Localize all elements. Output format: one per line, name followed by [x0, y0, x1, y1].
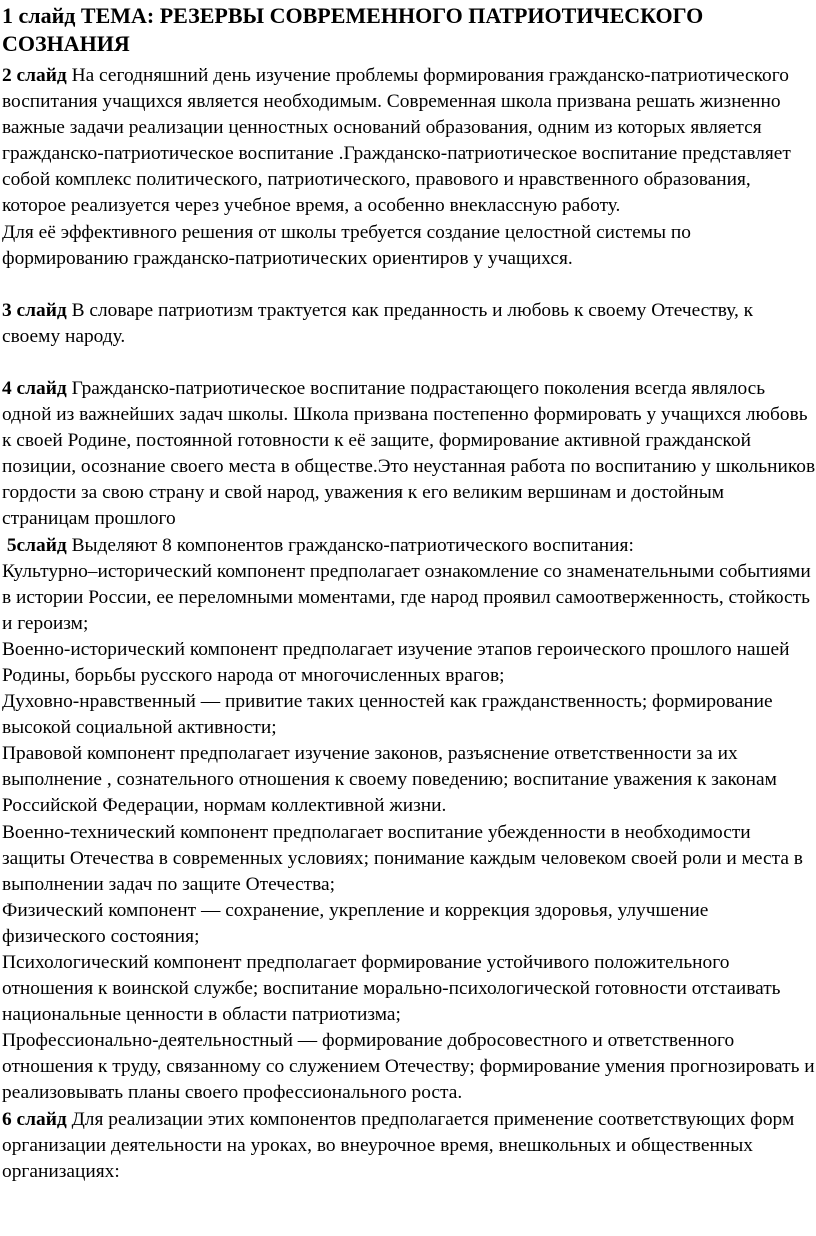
slide-5-text: Выделяют 8 компонентов гражданско-патриотического воспитания: — [71, 534, 634, 556]
title-text: ТЕМА: РЕЗЕРВЫ СОВРЕМЕННОГО ПАТРИОТИЧЕСКОГО СОЗНАНИЯ — [2, 3, 704, 56]
component-legal: Правовой компонент предполагает изучение законов, разъяснение ответственности за их выполнение , сознательного отношения к своему поведению; воспитание уважения к законам Российской Федерации, нормам коллективной жизни. — [2, 743, 777, 817]
slide-3-paragraph — [2, 298, 816, 350]
component-psychological: Психологический компонент предполагает формирование устойчивого положительного отношения к воинской службе; воспитание морально-психологической готовности отстаивать национальные ценности в области патриотизма; — [2, 952, 781, 1026]
component-military-historical: Военно-исторический компонент предполагает изучение этапов героического прошлого нашей Родины, борьбы русского народа от многочисленных врагов; — [2, 638, 790, 686]
spacer — [2, 272, 816, 298]
slide-2-label: 2 слайд — [2, 65, 67, 86]
component-military-technical: Военно-технический компонент предполагает воспитание убежденности в необходимости защиты Отечества в современных условиях; понимание каждым человеком своей роли и места в выполнении задач по защите Отечества; — [2, 821, 803, 895]
slide-2-text: На сегодняшний день изучение проблемы формирования гражданско-патриотического воспитания учащихся является необходимым. Современная школа призвана решать жизненно важные задачи реализации ценностных оснований образования, одним из которых является гражданско-патриотическое воспитание .Гражданско-патриотическое воспитание представляет собой комплекс политического, патриотического, правового и нравственного образования, которое реализуется через учебное время, а особенно внеклассную работу. — [2, 65, 791, 217]
slide-3-text: В словаре патриотизм трактуется как преданность и любовь к своему Отечеству, к своему народу. — [2, 299, 754, 347]
component-physical: Физический компонент — сохранение, укрепление и коррекция здоровья, улучшение физического состояния; — [2, 899, 709, 947]
title-slide-label: 1 слайд — [2, 3, 76, 28]
component-professional: Профессионально-деятельностный — формирование добросовестного и ответственного отношения к труду, связанному со служением Отечеству; формирование умения прогнозировать и реализовывать планы своего профессионального роста. — [2, 1030, 815, 1104]
slide-6-text: Для реализации этих компонентов предполагается применение соответствующих форм организации деятельности на уроках, во внеурочное время, внешкольных и общественных организациях: — [2, 1108, 795, 1182]
slide-2-paragraph-2: Для её эффективного решения от школы требуется создание целостной системы по формированию гражданско-патриотических ориентиров у учащихся. — [2, 221, 691, 269]
slide-5-label: 5слайд — [6, 534, 67, 556]
component-spiritual-moral: Духовно-нравственный — привитие таких ценностей как гражданственность; формирование высокой социальной активности; — [2, 691, 773, 739]
component-cultural-historical: Культурно–исторический компонент предполагает ознакомление со знаменательными событиями в истории России, ее переломными моментами, где народ проявил самоотверженность, стойкость и героизм; — [2, 560, 811, 634]
document-title — [2, 2, 816, 58]
slide-4-label: 4 слайд — [2, 377, 67, 399]
slide-3-label: 3 слайд — [2, 299, 67, 321]
slide-4-paragraph — [2, 376, 816, 533]
slide-2-paragraph — [2, 63, 816, 220]
spacer — [2, 350, 816, 376]
slide-5-paragraph — [2, 533, 816, 559]
slide-4-text: Гражданско-патриотическое воспитание подрастающего поколения всегда являлось одной из важнейших задач школы. Школа призвана постепенно формировать у учащихся любовь к своей Родине, постоянной готовности к её защите, формирование активной гражданской позиции, осознание своего места в обществе.Это неустанная работа по воспитанию у школьников гордости за свою страну и свой народ, уважения к его великим вершинам и достойным страницам прошлого — [2, 377, 816, 530]
slide-6-label: 6 слайд — [2, 1108, 67, 1130]
slide-6-paragraph — [2, 1107, 816, 1185]
